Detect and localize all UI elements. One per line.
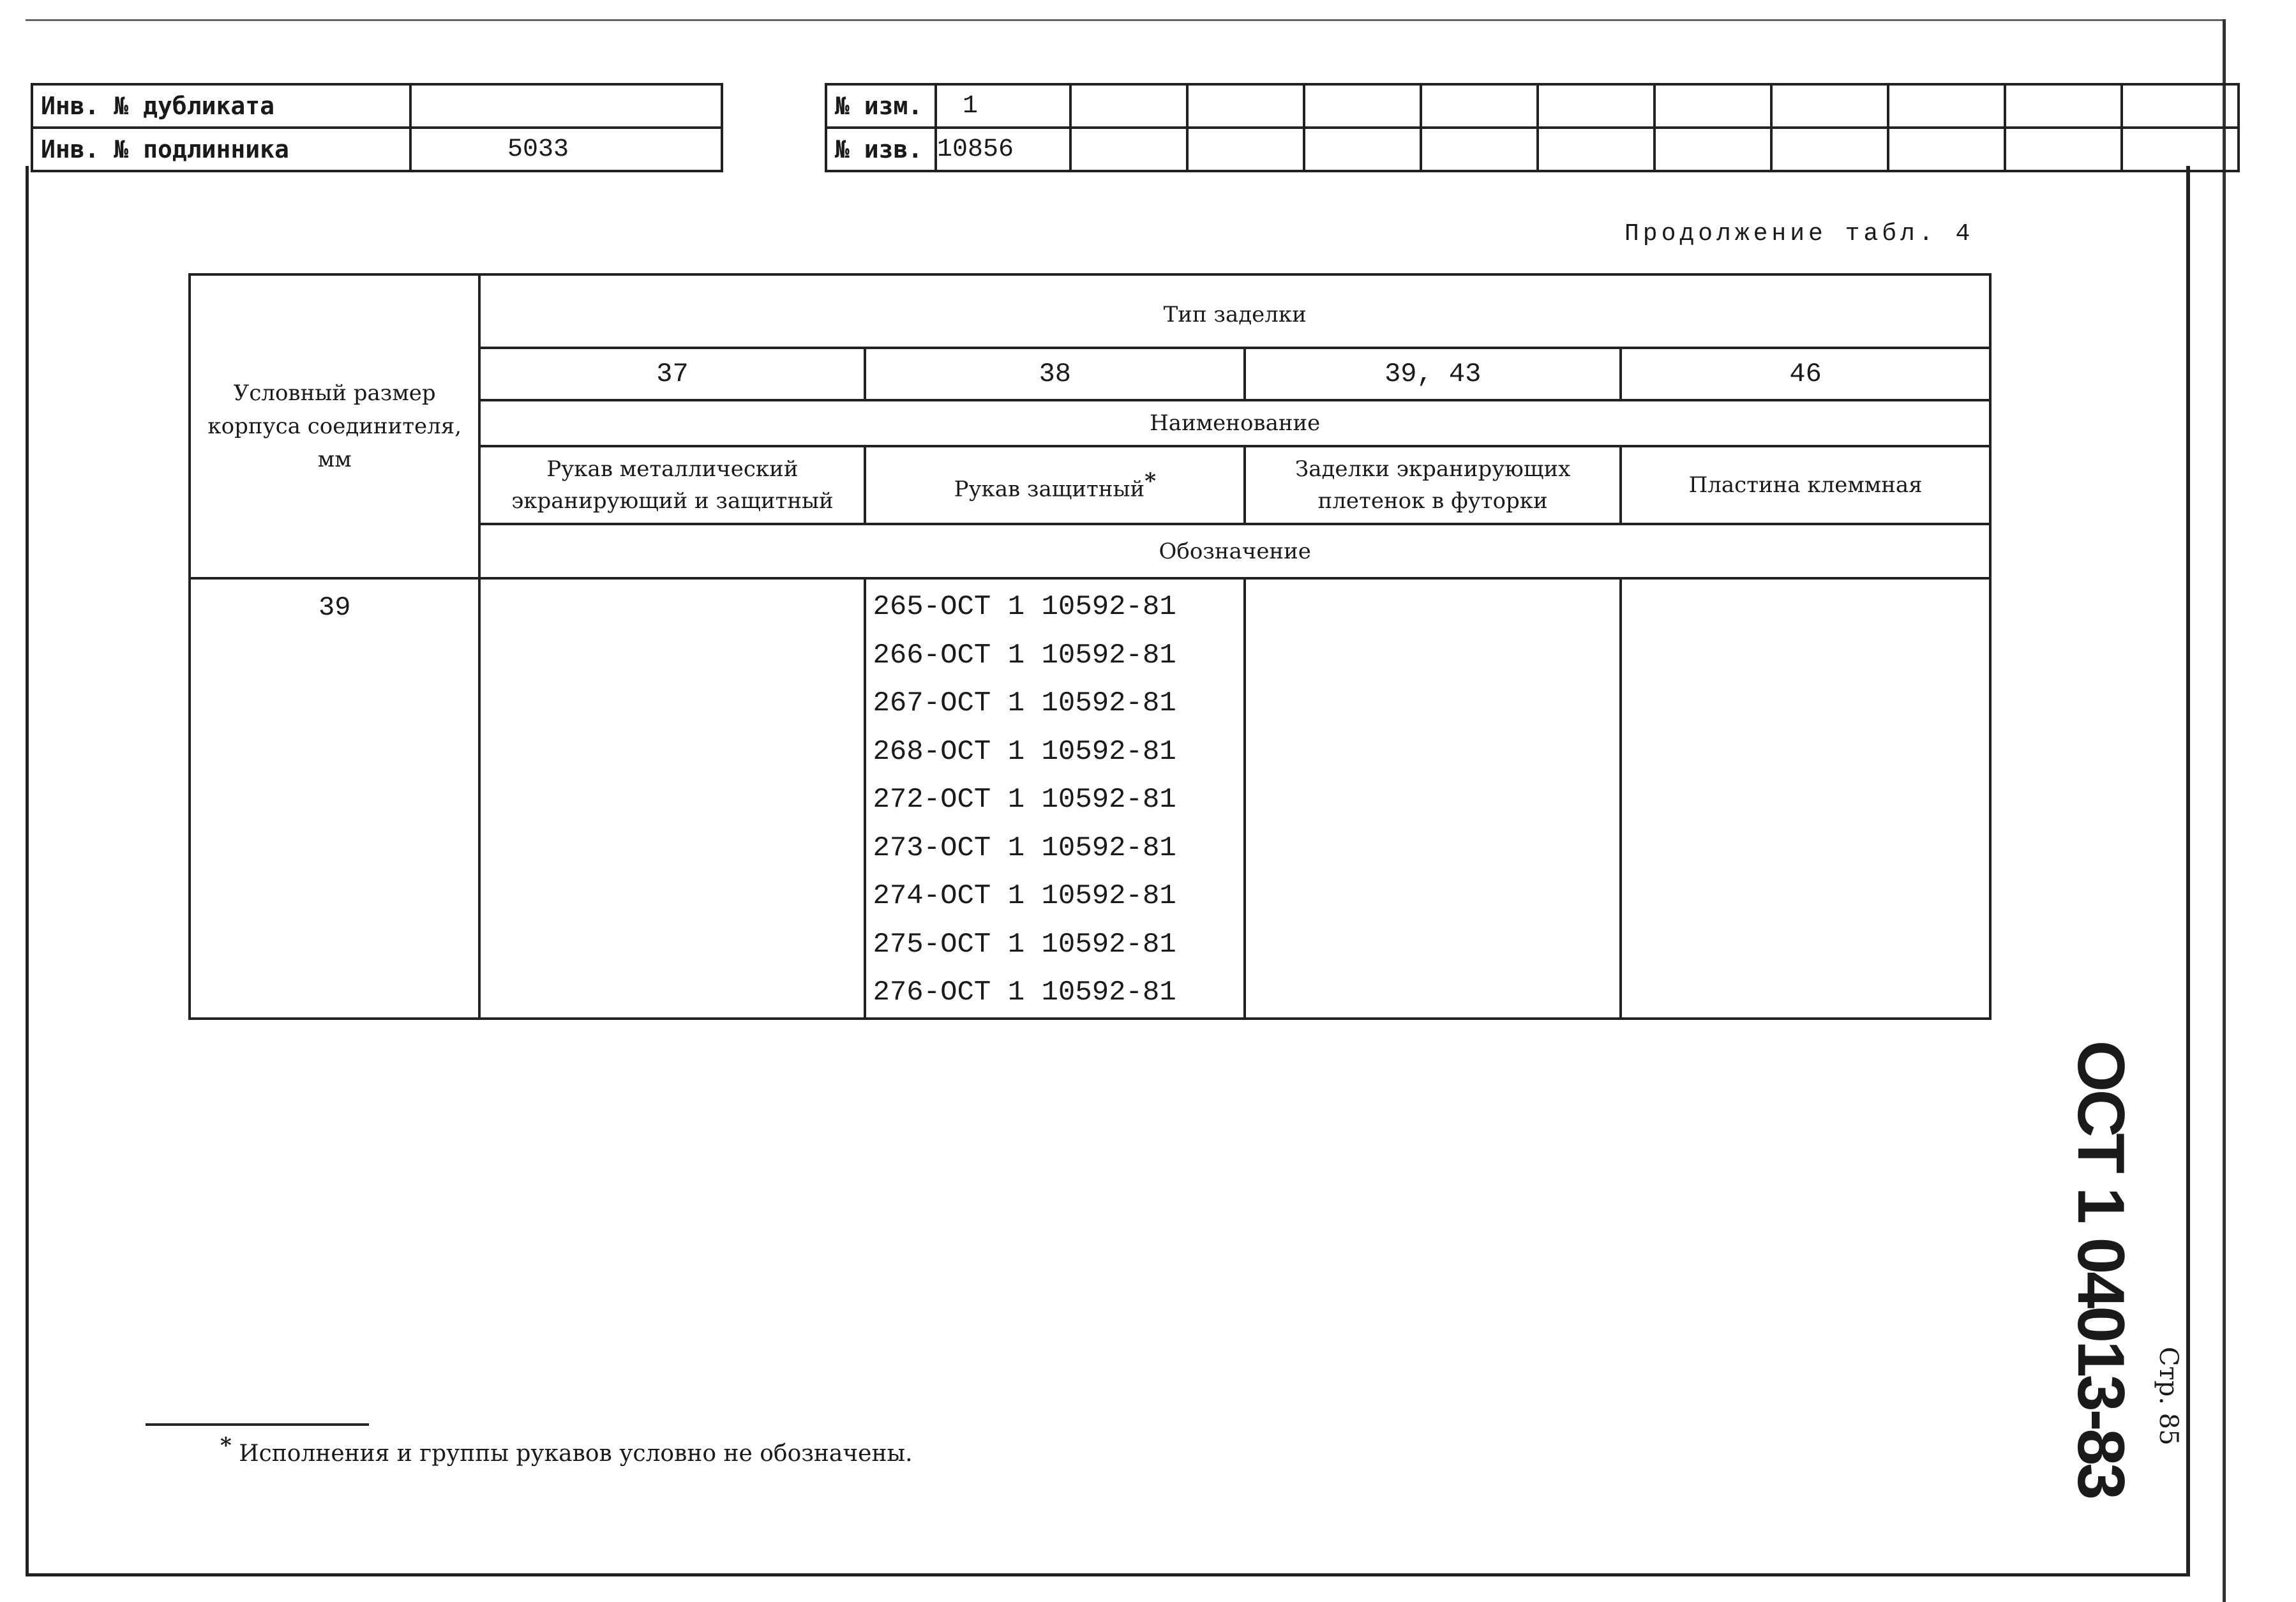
- stamp-cell: [1771, 128, 1888, 171]
- table-continuation-caption: Продолжение табл. 4: [1624, 220, 1974, 248]
- stamp-cell: [1771, 84, 1888, 128]
- stamp-cell: [2005, 128, 2122, 171]
- stamp-cell: [1070, 128, 1187, 171]
- type-header: Тип заделки: [479, 274, 1990, 348]
- col46-cell: [1621, 578, 1990, 1019]
- stamp-cell: [2122, 84, 2239, 128]
- designation-item: 274-ОСТ 1 10592-81: [873, 880, 1176, 912]
- stamp-cell: [1070, 84, 1187, 128]
- stamp-cell: [1187, 128, 1304, 171]
- footnote-mark: *: [220, 1433, 232, 1458]
- original-inv-value: 5033: [410, 128, 722, 171]
- designation-item: 276-ОСТ 1 10592-81: [873, 977, 1176, 1008]
- duplicate-inv-label: Инв. № дубликата: [32, 84, 410, 128]
- revision-stamp: [825, 83, 2240, 172]
- designation-item: 266-ОСТ 1 10592-81: [873, 639, 1176, 671]
- size-value: 39: [319, 592, 351, 623]
- type-38: 38: [865, 348, 1245, 400]
- duplicate-inv-value: [410, 84, 722, 128]
- name-38-text: Рукав защитный: [954, 476, 1145, 502]
- stamp-cell: [1888, 128, 2005, 171]
- name-37: Рукав металлический экранирующий и защитный: [479, 446, 865, 524]
- stamp-cell: [2005, 84, 2122, 128]
- col37-cell: [479, 578, 865, 1019]
- name-39-43: Заделки экранирующих плетенок в футорки: [1245, 446, 1621, 524]
- stamp-cell: [1421, 84, 1538, 128]
- footnote-text: Исполнения и группы рукавов условно не обозначены.: [239, 1441, 913, 1467]
- stamp-cell: [1654, 128, 1771, 171]
- asterisk-mark: *: [1144, 468, 1156, 494]
- notice-no-label: № изв.: [826, 128, 936, 171]
- document-code: ОСТ 1 04013-83: [2064, 1040, 2138, 1498]
- stamp-cell: [1304, 128, 1421, 171]
- size-cell: [190, 578, 479, 1019]
- col39-cell: [1245, 578, 1621, 1019]
- designation-item: 267-ОСТ 1 10592-81: [873, 687, 1176, 719]
- stamp-cell: [1888, 84, 2005, 128]
- original-inv-label: Инв. № подлинника: [32, 128, 410, 171]
- type-37: 37: [479, 348, 865, 400]
- stamp-cell: [1421, 128, 1538, 171]
- change-no-label: № изм.: [826, 84, 936, 128]
- designation-item: 268-ОСТ 1 10592-81: [873, 735, 1176, 768]
- stamp-cell: [1538, 84, 1654, 128]
- footnote-rule: [146, 1423, 369, 1426]
- designation-item: 273-ОСТ 1 10592-81: [873, 832, 1176, 864]
- page-number: Стр. 85: [2154, 1347, 2183, 1446]
- type-46: 46: [1621, 348, 1990, 400]
- size-header: Условный размер корпуса соединителя, мм: [190, 274, 479, 578]
- designation-item: 275-ОСТ 1 10592-81: [873, 928, 1176, 961]
- name-header: Наименование: [479, 400, 1990, 446]
- col38-cell: [865, 578, 1245, 1019]
- inventory-stamp: [31, 83, 723, 172]
- terminations-table: [188, 273, 1992, 1020]
- designation-item: 265-ОСТ 1 10592-81: [873, 591, 1176, 623]
- stamp-cell: [1538, 128, 1654, 171]
- name-46: Пластина клеммная: [1621, 446, 1990, 524]
- designation-header: Обозначение: [479, 524, 1990, 578]
- stamp-cell: [2122, 128, 2239, 171]
- stamp-cell: [1654, 84, 1771, 128]
- stamp-cell: [1187, 84, 1304, 128]
- page-top-border: [26, 19, 2223, 21]
- notice-no-value: 10856: [936, 128, 1070, 171]
- designation-item: 272-ОСТ 1 10592-81: [873, 784, 1176, 816]
- change-no-value: 1: [936, 84, 1070, 128]
- stamp-cell: [1304, 84, 1421, 128]
- name-38: [865, 446, 1245, 524]
- type-39-43: 39, 43: [1245, 348, 1621, 400]
- footnote: [220, 1433, 913, 1467]
- page-right-border: [2223, 19, 2226, 1602]
